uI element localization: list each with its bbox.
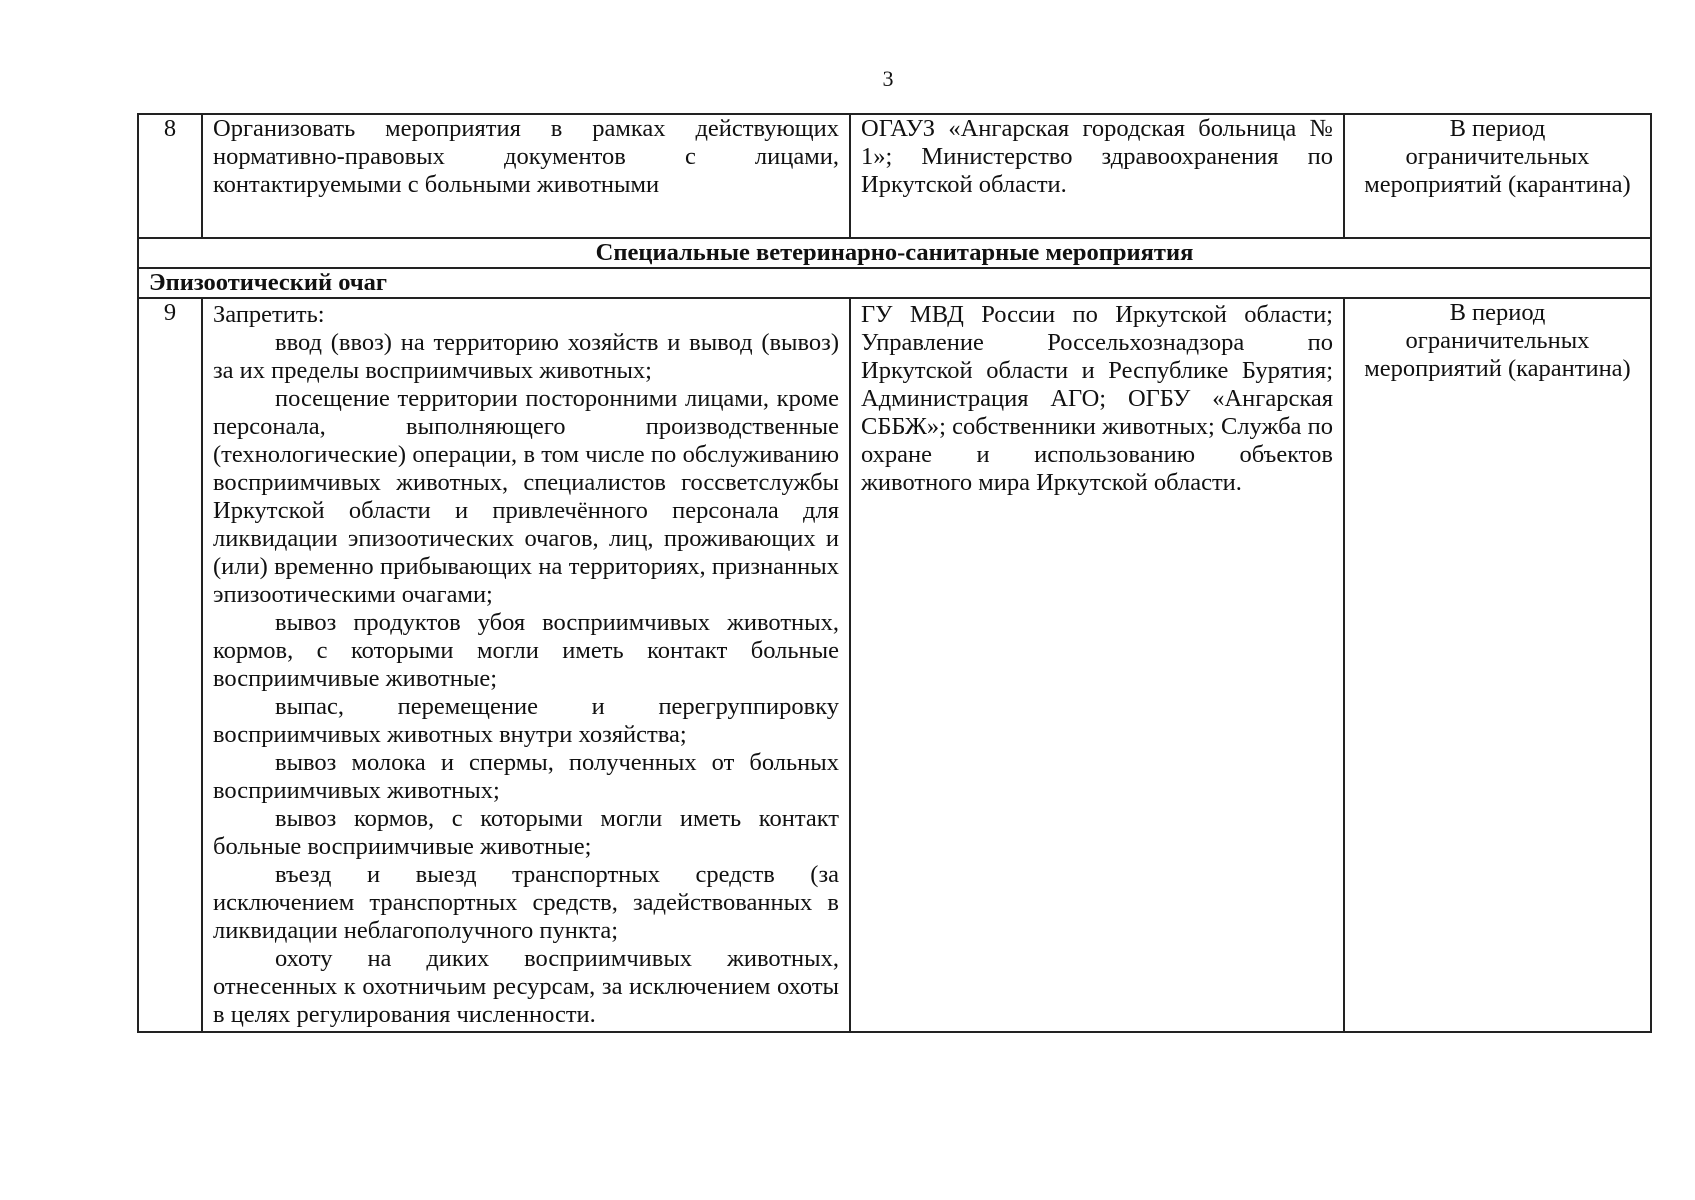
measures-table	[137, 113, 1652, 1033]
period-cell: В период ограничительных мероприятий (карантина)	[1344, 298, 1651, 1032]
subsection-title: Эпизоотический очаг	[138, 268, 1651, 298]
table-row-8	[138, 114, 1651, 238]
subsection-header-row	[138, 268, 1651, 298]
row-number: 8	[138, 114, 202, 238]
list-item: въезд и выезд транспортных средств (за исключением транспортных средств, задействованных в ликвидации неблагополучного пункта;	[213, 861, 839, 944]
page-number: 3	[882, 66, 894, 91]
responsible-cell: ОГАУЗ «Ангарская городская больница № 1»; Министерство здравоохранения по Иркутской области.	[850, 114, 1344, 238]
responsible-cell: ГУ МВД России по Иркутской области; Управление Россельхознадзора по Иркутской области и Республике Бурятия; Администрация АГО; ОГБУ «Ангарская СББЖ»; собственники животных; Служба по охране и использованию объектов животного мира Иркутской области.	[850, 298, 1344, 1032]
action-lead: Запретить:	[213, 301, 325, 328]
action-cell	[202, 298, 850, 1032]
list-item: вывоз молока и спермы, полученных от больных восприимчивых животных;	[213, 749, 839, 804]
section-title: Специальные ветеринарно-санитарные мероприятия	[138, 238, 1651, 268]
row-number: 9	[138, 298, 202, 1032]
table-row-9	[138, 298, 1651, 1032]
list-item: ввод (ввоз) на территорию хозяйств и вывод (вывоз) за их пределы восприимчивых животных;	[213, 329, 839, 384]
action-cell: Организовать мероприятия в рамках действующих нормативно-правовых документов с лицами, контактируемыми с больными животными	[202, 114, 850, 238]
period-cell: В период ограничительных мероприятий (карантина)	[1344, 114, 1651, 238]
list-item: вывоз кормов, с которыми могли иметь контакт больные восприимчивые животные;	[213, 805, 839, 860]
section-header-row	[138, 238, 1651, 268]
list-item: вывоз продуктов убоя восприимчивых животных, кормов, с которыми могли иметь контакт больные восприимчивые животные;	[213, 609, 839, 692]
list-item: охоту на диких восприимчивых животных, отнесенных к охотничьим ресурсам, за исключением охоты в целях регулирования численности.	[213, 945, 839, 1028]
list-item: посещение территории посторонними лицами, кроме персонала, выполняющего производственные (технологические) операции, в том числе по обслуживанию восприимчивых животных, специалистов госсветслужбы Иркутской области и привлечённого персонала для ликвидации эпизоотических очагов, лиц, проживающих и (или) временно прибывающих на территориях, признанных эпизоотическими очагами;	[213, 385, 839, 608]
list-item: выпас, перемещение и перегруппировку восприимчивых животных внутри хозяйства;	[213, 693, 839, 748]
